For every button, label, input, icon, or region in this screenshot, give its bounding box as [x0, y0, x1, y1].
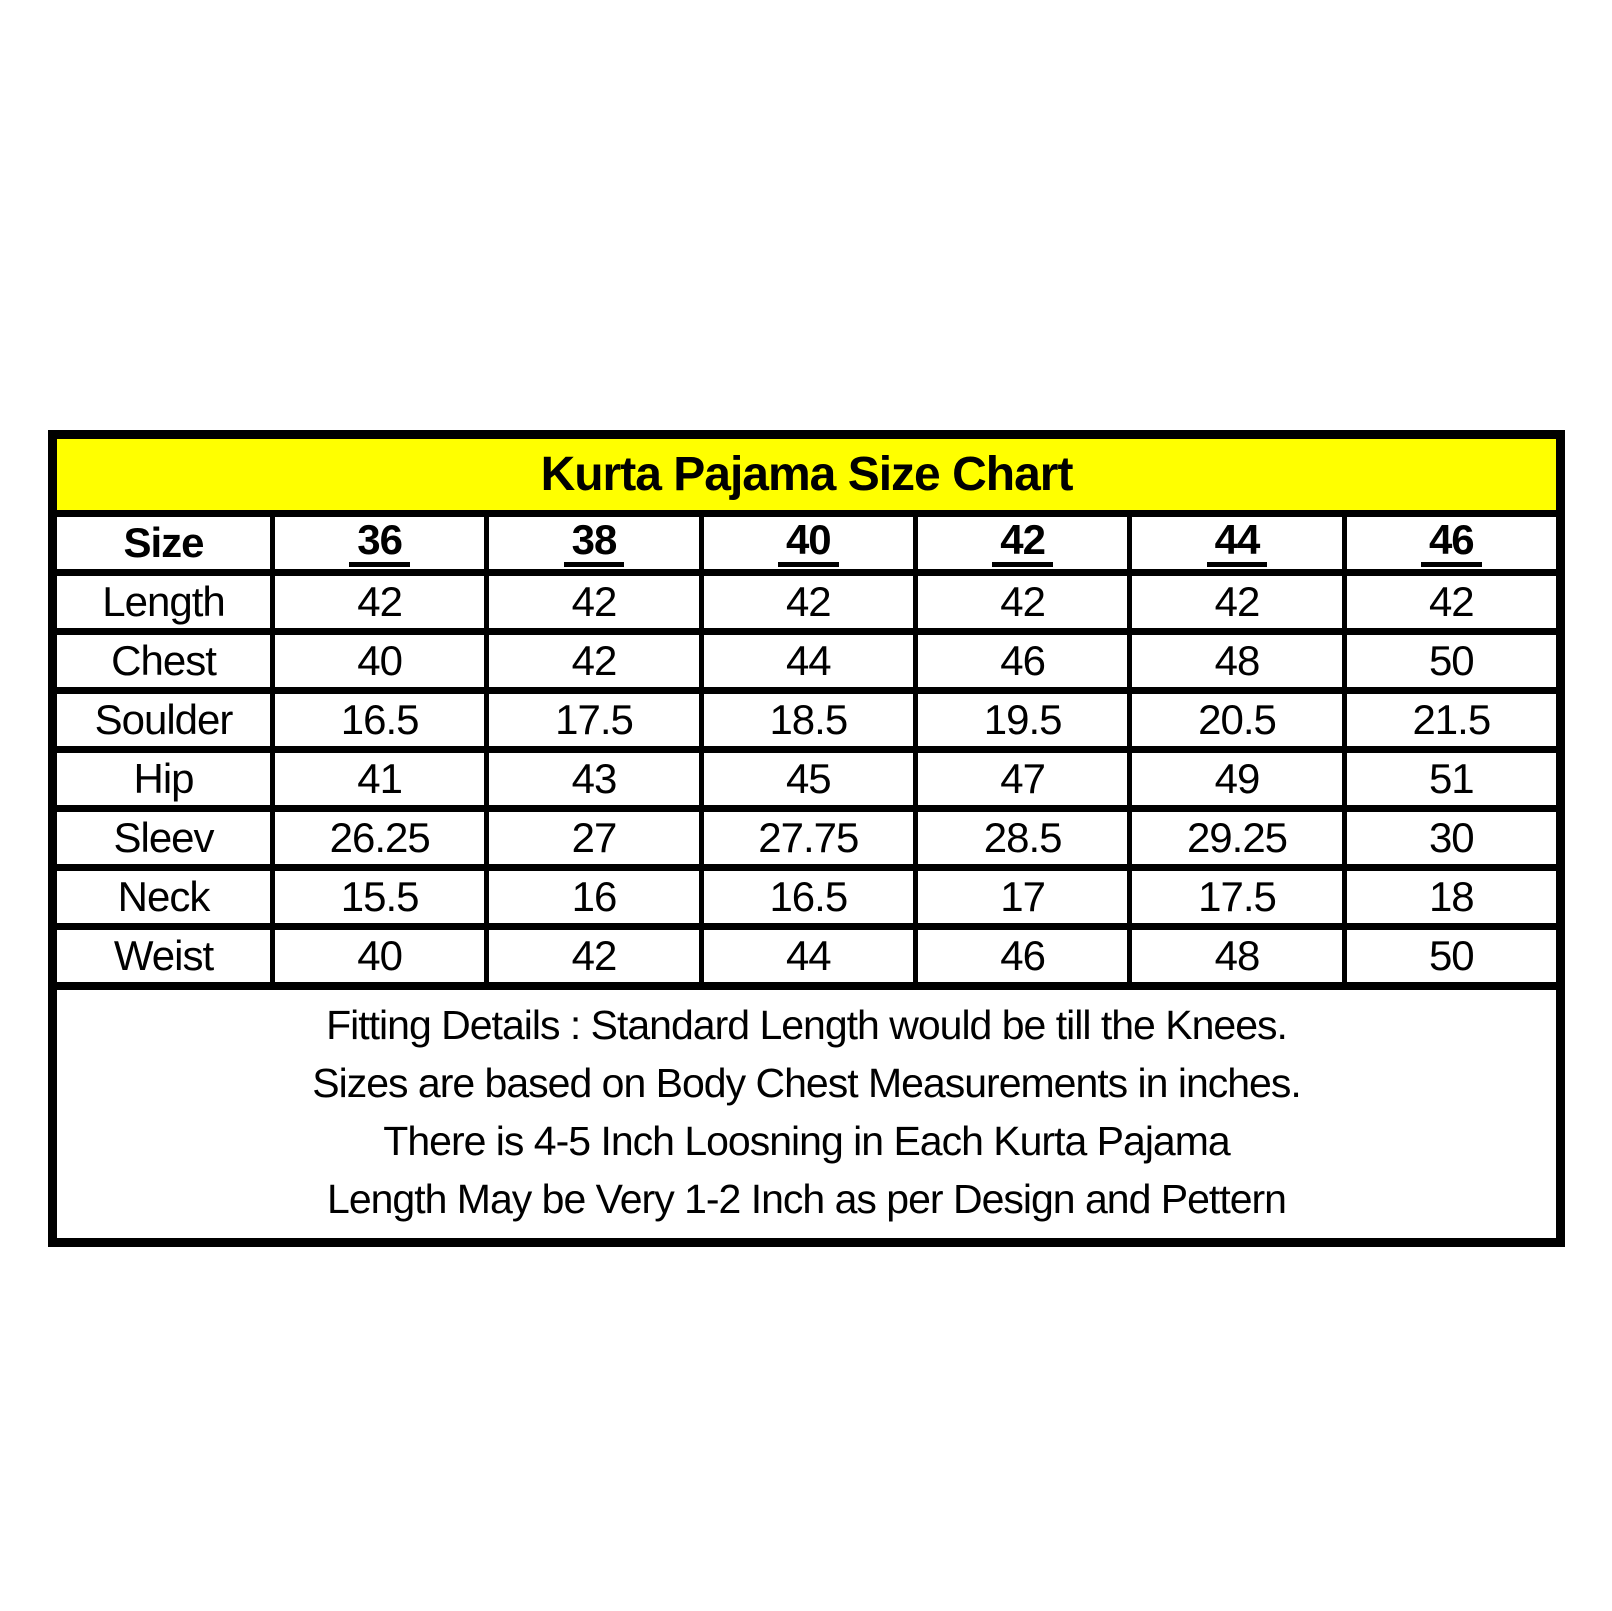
- row-label-chest: Chest: [57, 635, 270, 687]
- column-header-42: [918, 517, 1127, 569]
- table-cell: 28.5: [918, 812, 1127, 864]
- table-cell: 49: [1132, 753, 1341, 805]
- row-label-hip: Hip: [57, 753, 270, 805]
- table-cell: 42: [1132, 576, 1341, 628]
- table-cell: 30: [1347, 812, 1556, 864]
- table-cell: 45: [704, 753, 913, 805]
- table-cell: 40: [275, 930, 484, 982]
- table-cell: 40: [275, 635, 484, 687]
- column-header-40: [704, 517, 913, 569]
- column-header-44: [1132, 517, 1341, 569]
- size-46-label: 46: [1421, 519, 1482, 567]
- table-cell: 27.75: [704, 812, 913, 864]
- table-cell: 16: [489, 871, 698, 923]
- table-cell: 18: [1347, 871, 1556, 923]
- table-cell: 42: [1347, 576, 1556, 628]
- table-cell: 51: [1347, 753, 1556, 805]
- row-label-sleev: Sleev: [57, 812, 270, 864]
- row-label-weist: Weist: [57, 930, 270, 982]
- chart-title: Kurta Pajama Size Chart: [540, 448, 1073, 501]
- size-44-label: 44: [1207, 519, 1268, 567]
- note-length-variation: Length May be Very 1-2 Inch as per Design and Pettern: [327, 1176, 1286, 1222]
- table-cell: 42: [489, 930, 698, 982]
- table-cell: 29.25: [1132, 812, 1341, 864]
- table-cell: 46: [918, 635, 1127, 687]
- table-cell: 17: [918, 871, 1127, 923]
- table-cell: 44: [704, 635, 913, 687]
- table-cell: 48: [1132, 635, 1341, 687]
- size-40-label: 40: [778, 519, 839, 567]
- table-cell: 20.5: [1132, 694, 1341, 746]
- table-cell: 27: [489, 812, 698, 864]
- table-cell: 18.5: [704, 694, 913, 746]
- column-header-46: [1347, 517, 1556, 569]
- row-label-length: Length: [57, 576, 270, 628]
- table-cell: 17.5: [1132, 871, 1341, 923]
- table-cell: 47: [918, 753, 1127, 805]
- table-cell: 44: [704, 930, 913, 982]
- fitting-notes: [57, 982, 1556, 1238]
- table-cell: 42: [489, 635, 698, 687]
- table-cell: 17.5: [489, 694, 698, 746]
- measurements-grid: [57, 517, 1556, 982]
- table-cell: 50: [1347, 930, 1556, 982]
- table-cell: 43: [489, 753, 698, 805]
- table-cell: 15.5: [275, 871, 484, 923]
- table-cell: 41: [275, 753, 484, 805]
- table-cell: 42: [489, 576, 698, 628]
- table-cell: 21.5: [1347, 694, 1556, 746]
- chart-title-band: [57, 439, 1556, 517]
- column-header-38: [489, 517, 698, 569]
- table-cell: 42: [275, 576, 484, 628]
- table-cell: 19.5: [918, 694, 1127, 746]
- row-label-soulder: Soulder: [57, 694, 270, 746]
- column-header-36: [275, 517, 484, 569]
- size-42-label: 42: [992, 519, 1053, 567]
- note-fitting-details: Fitting Details : Standard Length would be till the Knees.: [326, 1002, 1287, 1048]
- size-38-label: 38: [564, 519, 625, 567]
- table-cell: 50: [1347, 635, 1556, 687]
- note-loosening: There is 4-5 Inch Loosning in Each Kurta Pajama: [383, 1118, 1230, 1164]
- table-cell: 46: [918, 930, 1127, 982]
- table-cell: 48: [1132, 930, 1341, 982]
- table-cell: 26.25: [275, 812, 484, 864]
- table-cell: 16.5: [275, 694, 484, 746]
- column-header-size-label: Size: [57, 517, 270, 569]
- size-chart-table: [48, 430, 1565, 1247]
- table-cell: 16.5: [704, 871, 913, 923]
- size-36-label: 36: [349, 519, 410, 567]
- table-cell: 42: [918, 576, 1127, 628]
- row-label-neck: Neck: [57, 871, 270, 923]
- note-sizes-basis: Sizes are based on Body Chest Measurements in inches.: [312, 1060, 1301, 1106]
- table-cell: 42: [704, 576, 913, 628]
